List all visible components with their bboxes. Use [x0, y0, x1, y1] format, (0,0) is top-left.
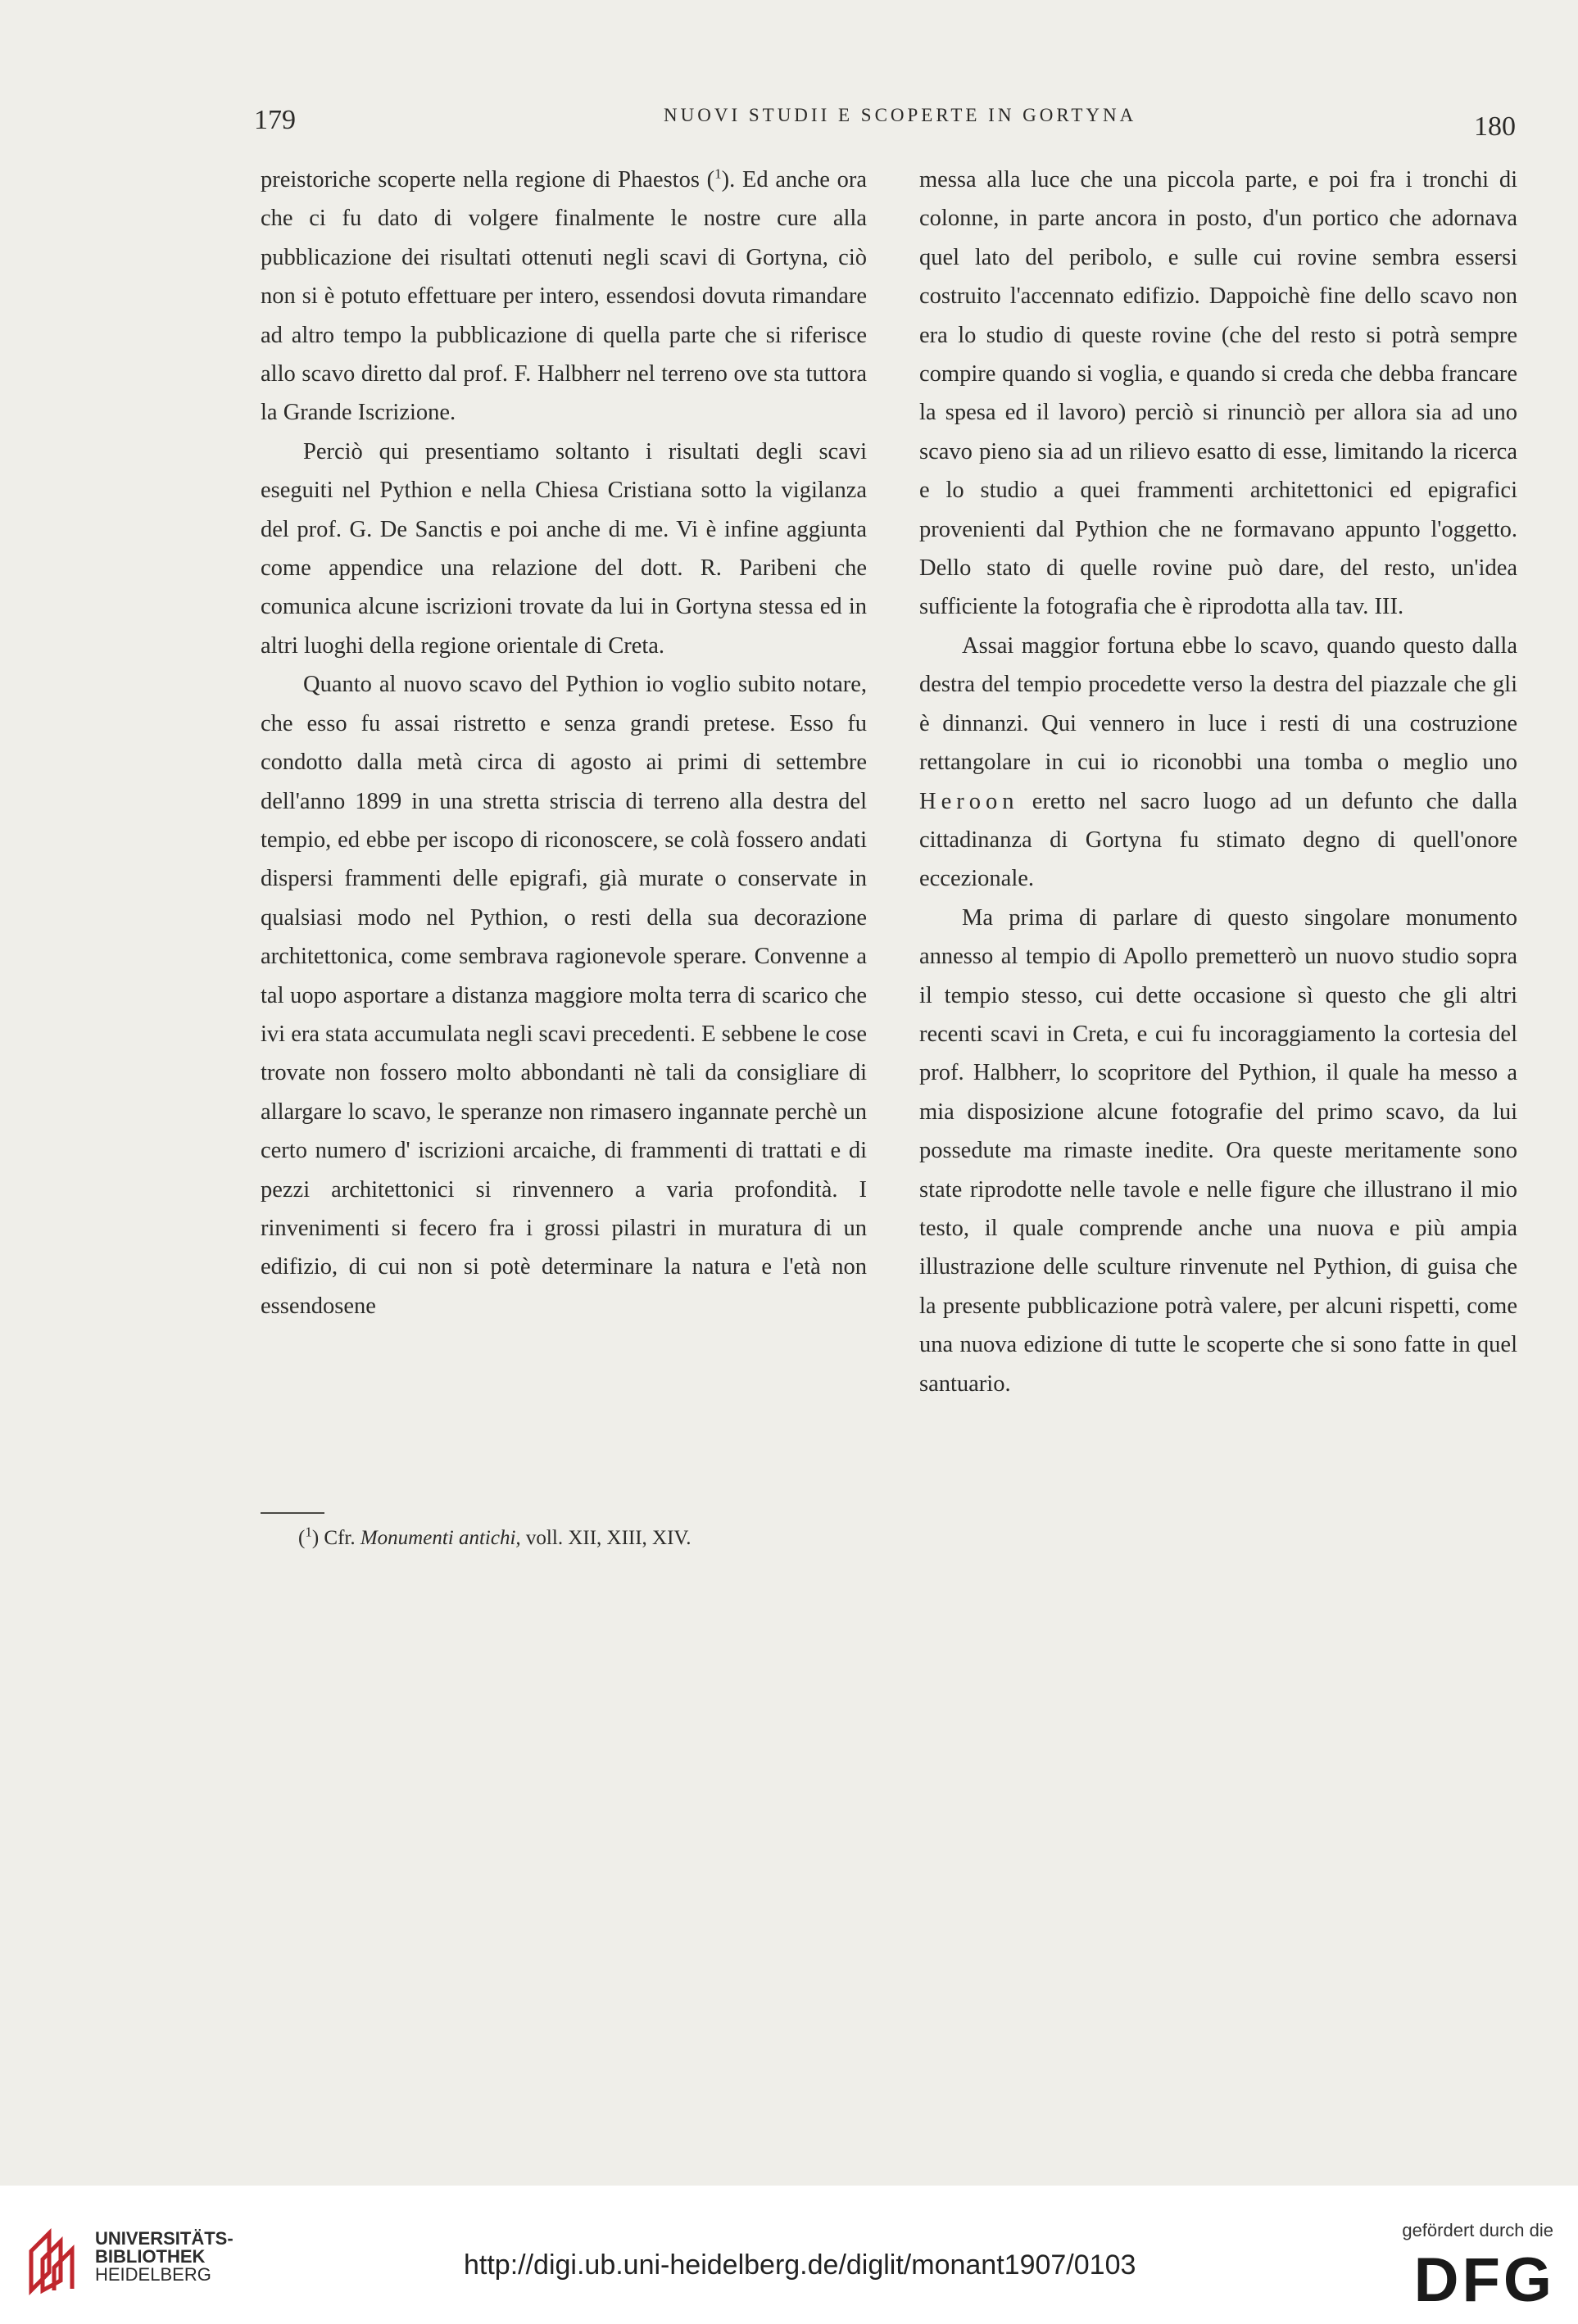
permalink[interactable]: http://digi.ub.uni-heidelberg.de/diglit/monant1907/0103: [464, 2249, 1136, 2281]
library-name-line: BIBLIOTHEK: [95, 2246, 206, 2267]
page-number-right: 180: [1474, 111, 1516, 142]
paragraph: [919, 627, 1517, 899]
running-title: NUOVI STUDII E SCOPERTE IN GORTYNA: [664, 105, 1137, 125]
viewer-footer: [0, 2186, 1578, 2324]
library-logo-icon[interactable]: [25, 2227, 88, 2295]
spaced-term: Heroon: [919, 788, 1019, 814]
footnote-mark: 1: [305, 1524, 312, 1540]
paragraph: [261, 161, 867, 433]
right-column: [919, 161, 1517, 1403]
cited-title: Monumenti antichi,: [360, 1527, 521, 1549]
text-run: ) Cfr.: [311, 1527, 360, 1549]
library-name-line: UNIVERSITÄTS-: [95, 2228, 234, 2249]
footnote: ($^1$) Cfr. Monumenti antichi, voll. XII, XIII, XIV.: [298, 1524, 692, 1549]
dfg-logo[interactable]: DFG: [1413, 2245, 1555, 2315]
library-name-line: HEIDELBERG: [95, 2264, 211, 2285]
running-head: [254, 98, 1516, 147]
footnote-rule: [261, 1512, 324, 1514]
paragraph: Perciò qui presentiamo soltanto i risultati degli scavi eseguiti nel Pythion e nella Chiesa Cristiana sotto la vigilanza del prof. G. De Sanctis e poi anche di me. Vi è infine aggiunta come appendice una relazione del dott. R. Paribeni che comunica alcune iscrizioni trovate da lui in Gortyna stessa ed in altri luoghi della regione orientale di Creta.: [261, 438, 867, 659]
text-run: eretto nel sacro luogo ad un defunto che dalla cittadinanza di Gortyna fu stimato degno di quell'onore eccezionale.: [919, 788, 1517, 892]
paragraph: Quanto al nuovo scavo del Pythion io voglio subito notare, che esso fu assai ristretto e senza grandi pretese. Esso fu condotto dalla metà circa di agosto ai primi di settembre dell'anno 1899 in una stretta striscia di terreno alla destra del tempio, ed ebbe per iscopo di riconoscere, se colà fossero andati dispersi frammenti delle epigrafi, già murate o conservate in qualsiasi modo nel Pythion, o resti della sua decorazione architettonica, come sembrava ragionevole sperare. Convenne a tal uopo asportare a distanza maggiore molta terra di scarico che ivi era stata accumulata negli scavi precedenti. E sebbene le cose trovate non fossero molto abbondanti nè tali da consigliare di allargare lo scavo, le speranze non rimasero ingannate perchè un certo numero d' iscrizioni arcaiche, di frammenti di trattati e di pezzi architettonici si rinvennero a varia profondità. I rinvenimenti si fecero fra i grossi pilastri in muratura di un edifizio, di cui non si potè determinare la natura e l'età non essendosene: [261, 672, 867, 1319]
footnote-ref[interactable]: 1: [714, 165, 722, 182]
left-column: [261, 161, 867, 1325]
text-run: voll. XII, XIII, XIV.: [520, 1527, 692, 1549]
text-run: ). Ed anche ora che ci fu dato di volgere finalmente le nostre cure alla pubblicazione dei risultati ottenuti negli scavi di Gortyna, ciò non si è potuto effettuare per intero, essendosi dovuta rimandare ad altro tempo la pubblicazione di quella parte che si riferisce allo scavo diretto dal prof. F. Halbherr nel terreno ove sta tuttora la Grande Iscrizione.: [261, 167, 867, 426]
funded-by-label: gefördert durch die: [1402, 2220, 1553, 2240]
library-name[interactable]: [95, 2230, 234, 2284]
paragraph: messa alla luce che una piccola parte, e poi fra i tronchi di colonne, in parte ancora in posto, d'un portico che adornava quel lato del peribolo, e sulle cui rovine sembra essersi costruito l'accennato edifizio. Dappoichè fine dello scavo non era lo studio di queste rovine (che del resto si potrà sempre compire quando si voglia, e quando si creda che debba francare la spesa ed il lavoro) perciò si rinunciò per allora sia ad uno scavo pieno sia ad un rilievo esatto di esse, limitando la ricerca e lo studio a quei frammenti architettonici ed epigrafici provenienti dal Pythion che ne formavano appunto l'oggetto. Dello stato di quelle rovine può dare, del resto, un'idea sufficiente la fotografia che è riprodotta alla tav. III.: [919, 167, 1517, 620]
page-number-left: 179: [254, 105, 296, 135]
text-run: Assai maggior fortuna ebbe lo scavo, quando questo dalla destra del tempio procedette verso la destra del piazzale che gli è dinnanzi. Qui vennero in luce i resti di una costruzione rettangolare in cui io riconobbi una tomba o meglio uno: [919, 632, 1517, 776]
text-run: preistoriche scoperte nella regione di Phaestos (: [261, 167, 715, 193]
paragraph: Ma prima di parlare di questo singolare monumento annesso al tempio di Apollo premetterò un nuovo studio sopra il tempio stesso, cui dette occasione sì questo che gli altri recenti scavi in Creta, e cui fu incoraggiamento la cortesia del prof. Halbherr, lo scopritore del Pythion, il quale ha messo a mia disposizione alcune fotografie del primo scavo, da lui possedute ma rimaste inedite. Ora queste meritamente sono state riprodotte nelle tavole e nelle figure che illustrano il mio testo, il quale comprende anche una nuova e più ampia illustrazione delle sculture rinvenute nel Pythion, di guisa che la presente pubblicazione potrà valere, per alcuni rispetti, come una nuova edizione di tutte le scoperte che si sono fatte in quel santuario.: [919, 904, 1517, 1397]
